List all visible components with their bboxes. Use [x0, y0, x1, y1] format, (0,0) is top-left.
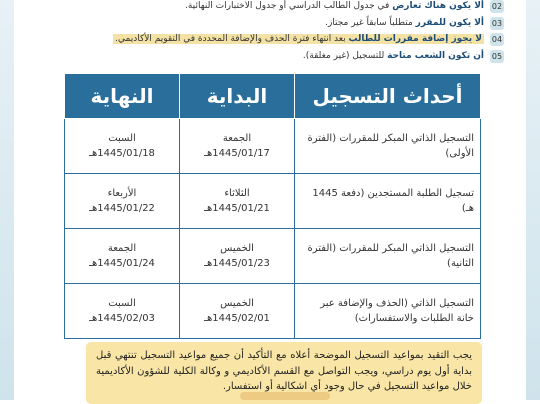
start-cell: [180, 119, 295, 174]
end-day: السبت: [108, 298, 136, 309]
start-day: الجمعة: [222, 133, 252, 144]
table-row: [65, 174, 481, 229]
left-edge-decoration: [0, 0, 14, 400]
header-event: أحداث التسجيل: [295, 74, 481, 119]
condition-number: 05: [491, 51, 503, 61]
end-cell: [65, 284, 180, 339]
right-edge-decoration: [526, 0, 540, 400]
condition-bold-text: ألا يكون هناك تعارض: [392, 1, 484, 11]
start-date: 1445/01/21هـ: [204, 203, 270, 214]
condition-text: للتسجيل (غير مغلقة).: [302, 50, 388, 61]
event-cell: تسجيل الطلبة المستجدين (دفعة 1445 هـ): [295, 174, 481, 229]
end-cell: [65, 174, 180, 229]
bottom-decoration: [240, 392, 330, 400]
header-end: النهاية: [65, 74, 180, 119]
condition-item: [34, 50, 504, 65]
end-cell: [65, 229, 180, 284]
end-date: 1445/01/24هـ: [89, 258, 155, 269]
table-row: [65, 119, 481, 174]
condition-number: 03: [491, 18, 503, 28]
start-cell: [180, 174, 295, 229]
highlighted-text: [113, 34, 484, 44]
end-date: 1445/01/22هـ: [89, 203, 155, 214]
condition-item: [34, 33, 504, 48]
start-cell: [180, 229, 295, 284]
condition-bold-text: ألا يكون للمقرر: [415, 17, 484, 28]
condition-number: 02: [491, 2, 503, 11]
end-date: 1445/01/18هـ: [89, 148, 155, 159]
end-cell: [65, 119, 180, 174]
registration-schedule-table: [64, 73, 481, 339]
conditions-list: [34, 0, 504, 66]
condition-text: متطلباً سابقاً غير مجتاز.: [325, 17, 416, 28]
table-row: [65, 229, 481, 284]
end-day: السبت: [108, 133, 136, 144]
condition-bold-text: لا يجوز إضافة مقررات للطالب: [348, 34, 482, 44]
condition-item: [34, 17, 504, 32]
condition-text: بعد انتهاء فترة الحذف والإضافة المحددة في التقويم الأكاديمي.: [115, 34, 349, 44]
condition-text: في جدول الطالب الدراسي أو جدول الاختبارات النهائية.: [185, 1, 393, 11]
start-date: 1445/02/01هـ: [204, 313, 270, 324]
start-date: 1445/01/23هـ: [204, 258, 270, 269]
header-start: البداية: [180, 74, 295, 119]
end-day: الأربعاء: [107, 188, 137, 199]
end-date: 1445/02/03هـ: [89, 313, 155, 324]
condition-number: 04: [491, 35, 503, 44]
table-header-row: [65, 74, 481, 119]
start-day: الخميس: [220, 298, 254, 309]
start-cell: [180, 284, 295, 339]
end-day: الجمعة: [107, 243, 137, 254]
start-date: 1445/01/17هـ: [204, 148, 270, 159]
table-row: [65, 284, 481, 339]
condition-item: [34, 0, 504, 15]
start-day: الخميس: [220, 243, 254, 254]
event-cell: التسجيل الذاتي المبكر للمقررات (الفترة الأولى): [295, 119, 481, 174]
event-cell: التسجيل الذاتي المبكر للمقررات (الفترة الثانية): [295, 229, 481, 284]
condition-bold-text: أن تكون الشعب متاحة: [387, 50, 484, 61]
registration-note: يجب التقيد بمواعيد التسجيل الموضحة أعلاه مع التأكيد أن جميع مواعيد التسجيل تنتهي قبل بداية أول يوم دراسي، ويجب التواصل مع القسم الأكاديمي و وكالة الكلية للشؤون الأكاديمية خلال مواعيد التسجيل في حال وجود أي اشكالية أو استفسار.: [86, 342, 482, 404]
start-day: الثلاثاء: [224, 188, 250, 199]
event-cell: التسجيل الذاتي (الحذف والإضافة عبر خانة الطلبات والاستفسارات): [295, 284, 481, 339]
